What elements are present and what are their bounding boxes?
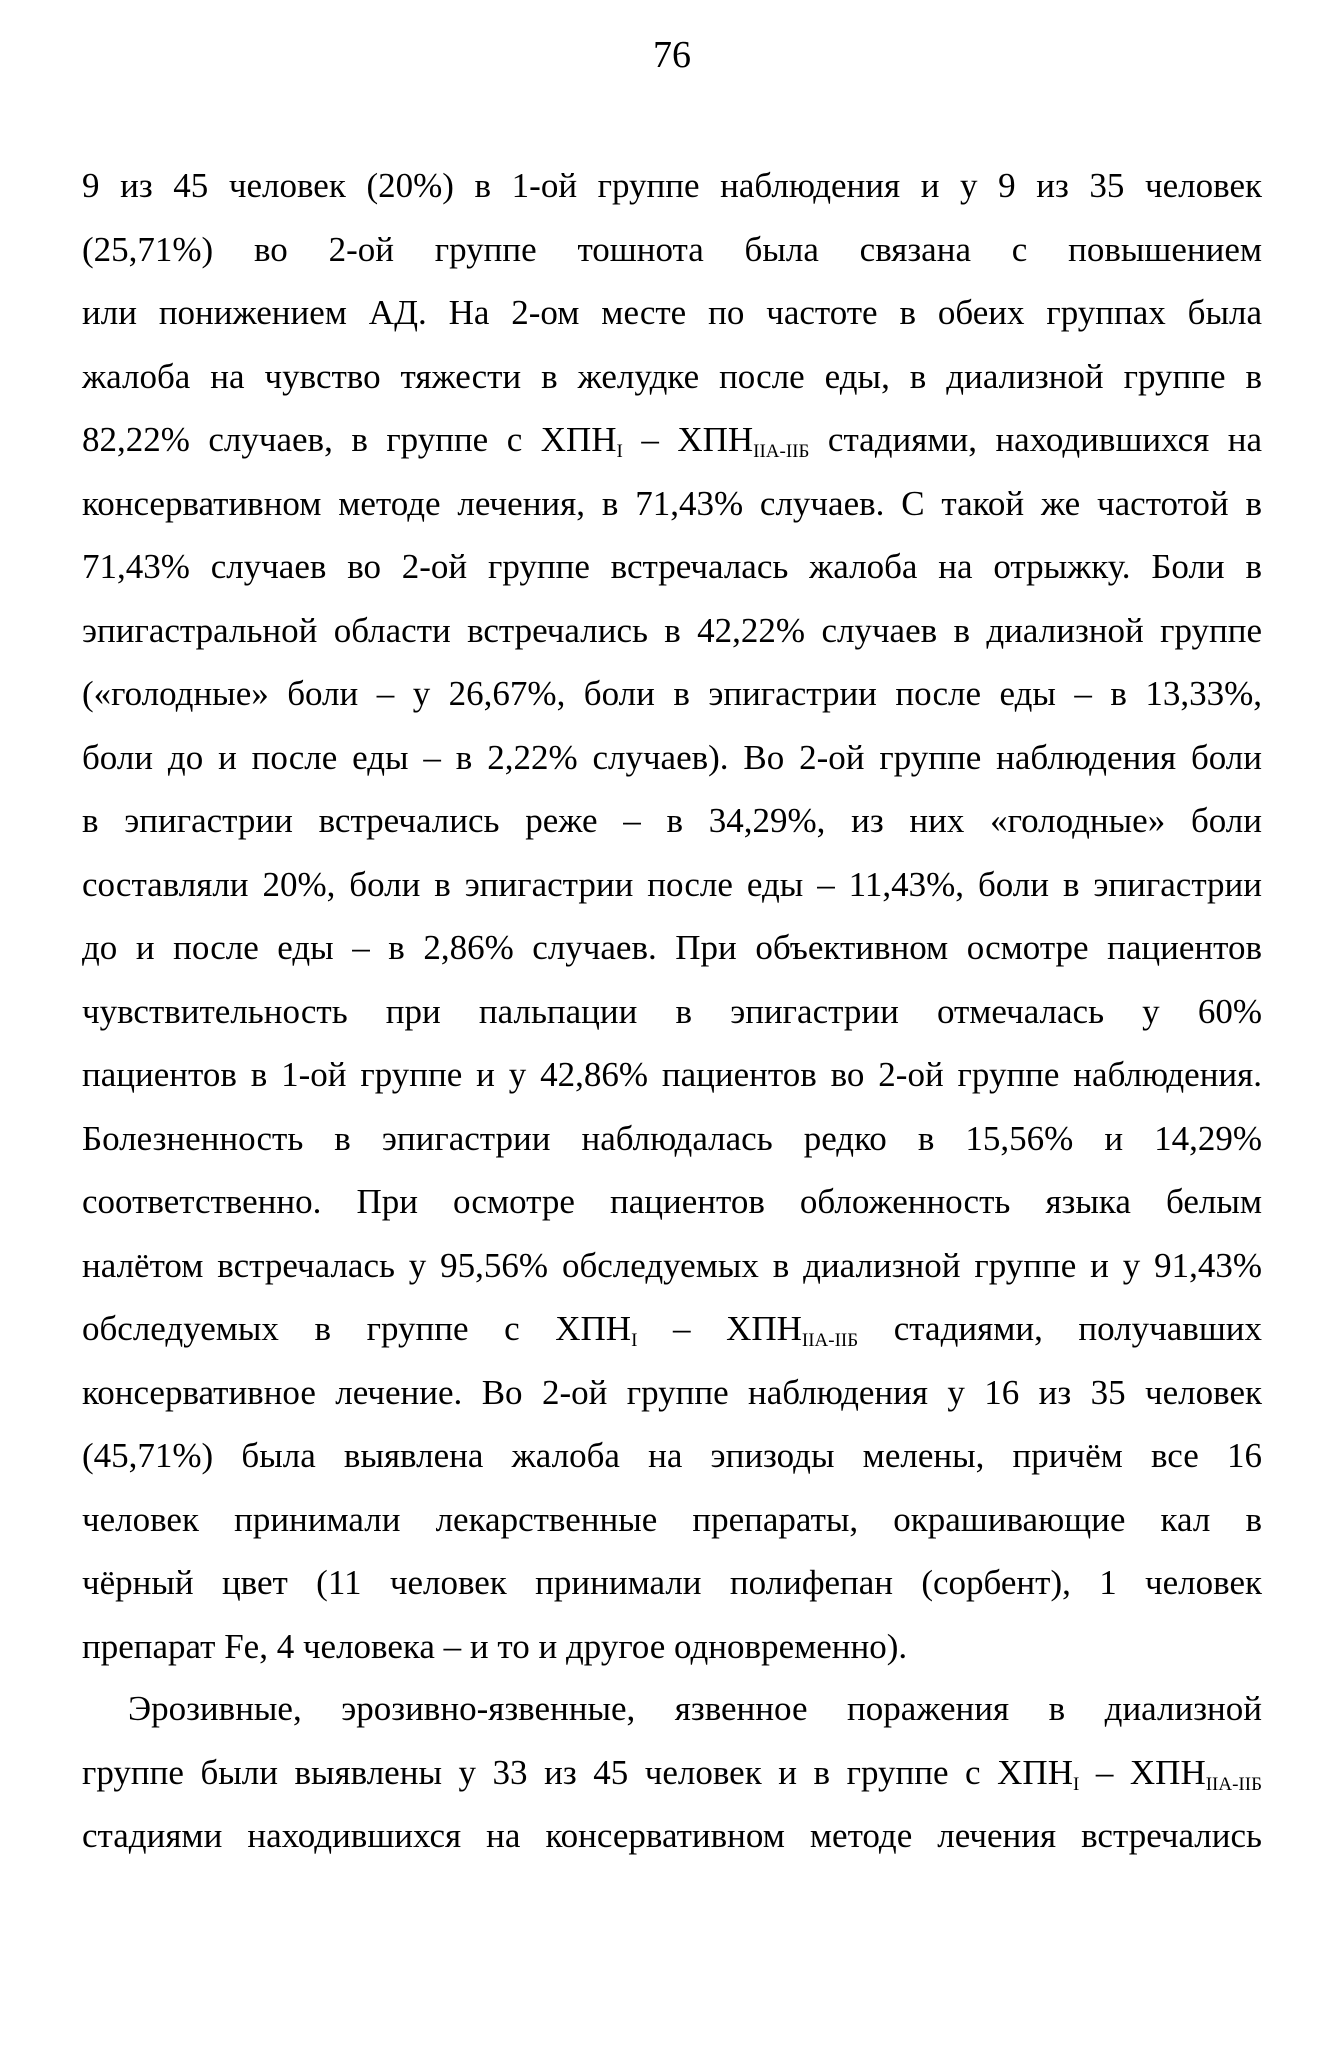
- text-segment: стадиями, получавших: [858, 1309, 1262, 1348]
- text-line: [82, 1297, 1262, 1361]
- text-line: (25,71%) во 2-ой группе тошнота была связана с повышением: [82, 229, 1262, 269]
- text-segment: группе были выявлены у 33 из 45 человек и в группе с ХПН: [82, 1752, 1073, 1792]
- text-line: боли до и после еды – в 2,22% случаев). Во 2-ой группе наблюдения боли: [82, 737, 1262, 777]
- text-line: пациентов в 1-ой группе и у 42,86% пациентов во 2-ой группе наблюдения.: [82, 1055, 1262, 1094]
- text-line: (45,71%) была выявлена жалоба на эпизоды мелены, причём все 16: [82, 1436, 1262, 1475]
- stage-subscript: I: [631, 1330, 638, 1351]
- text-line: Болезненность в эпигастрии наблюдалась редко в 15,56% и 14,29%: [82, 1118, 1262, 1158]
- text-segment: – ХПН: [637, 1309, 802, 1348]
- text-segment: 82,22% случаев, в группе с ХПН: [82, 420, 617, 459]
- text-line: эпигастральной области встречались в 42,22% случаев в диализной группе: [82, 610, 1262, 650]
- stage-subscript: IIA-IIБ: [753, 441, 810, 462]
- text-line: стадиями находившихся на консервативном методе лечения встречались: [82, 1816, 1262, 1855]
- text-line: консервативное лечение. Во 2-ой группе наблюдения у 16 из 35 человек: [82, 1372, 1262, 1412]
- text-line: до и после еды – в 2,86% случаев. При объективном осмотре пациентов: [82, 928, 1262, 967]
- text-line: или понижением АД. На 2-ом месте по частоте в обеих группах была: [82, 293, 1262, 332]
- text-line: человек принимали лекарственные препараты, окрашивающие кал в: [82, 1499, 1262, 1539]
- stage-subscript: I: [616, 441, 623, 462]
- stage-subscript: IIA-IIБ: [1205, 1773, 1263, 1795]
- paragraph-2: [82, 1677, 1262, 1868]
- text-line: 71,43% случаев во 2-ой группе встречалась жалоба на отрыжку. Боли в: [82, 547, 1262, 586]
- text-segment: обследуемых в группе с ХПН: [82, 1309, 632, 1348]
- text-line: препарат Fe, 4 человека – и то и другое одновременно).: [82, 1626, 908, 1666]
- text-line: налётом встречалась у 95,56% обследуемых в диализной группе и у 91,43%: [82, 1245, 1262, 1285]
- text-line: чувствительность при пальпации в эпигастрии отмечалась у 60%: [82, 991, 1262, 1031]
- text-line: составляли 20%, боли в эпигастрии после еды – 11,43%, боли в эпигастрии: [82, 864, 1262, 904]
- text-line: соответственно. При осмотре пациентов обложенность языка белым: [82, 1182, 1262, 1221]
- text-segment: стадиями, находившихся на: [809, 420, 1262, 459]
- paragraph-1: [82, 154, 1262, 1678]
- text-line: [82, 1741, 1262, 1805]
- text-segment: – ХПН: [1079, 1752, 1206, 1792]
- stage-subscript: IIA-IIБ: [801, 1330, 859, 1351]
- text-line: жалоба на чувство тяжести в желудке после еды, в диализной группе в: [82, 356, 1262, 396]
- text-line: чёрный цвет (11 человек принимали полифепан (сорбент), 1 человек: [82, 1563, 1262, 1602]
- stage-subscript: I: [1072, 1773, 1080, 1795]
- text-line: Эрозивные, эрозивно-язвенные, язвенное поражения в диализной: [128, 1689, 1262, 1728]
- text-line: [82, 408, 1262, 472]
- page-number: 76: [653, 34, 691, 76]
- text-segment: – ХПН: [622, 420, 754, 459]
- text-line: консервативном методе лечения, в 71,43% случаев. С такой же частотой в: [82, 483, 1262, 523]
- text-line: 9 из 45 человек (20%) в 1-ой группе наблюдения и у 9 из 35 человек: [82, 166, 1262, 205]
- text-line: («голодные» боли – у 26,67%, боли в эпигастрии после еды – в 13,33%,: [82, 674, 1262, 713]
- text-line: в эпигастрии встречались реже – в 34,29%, из них «голодные» боли: [82, 801, 1262, 840]
